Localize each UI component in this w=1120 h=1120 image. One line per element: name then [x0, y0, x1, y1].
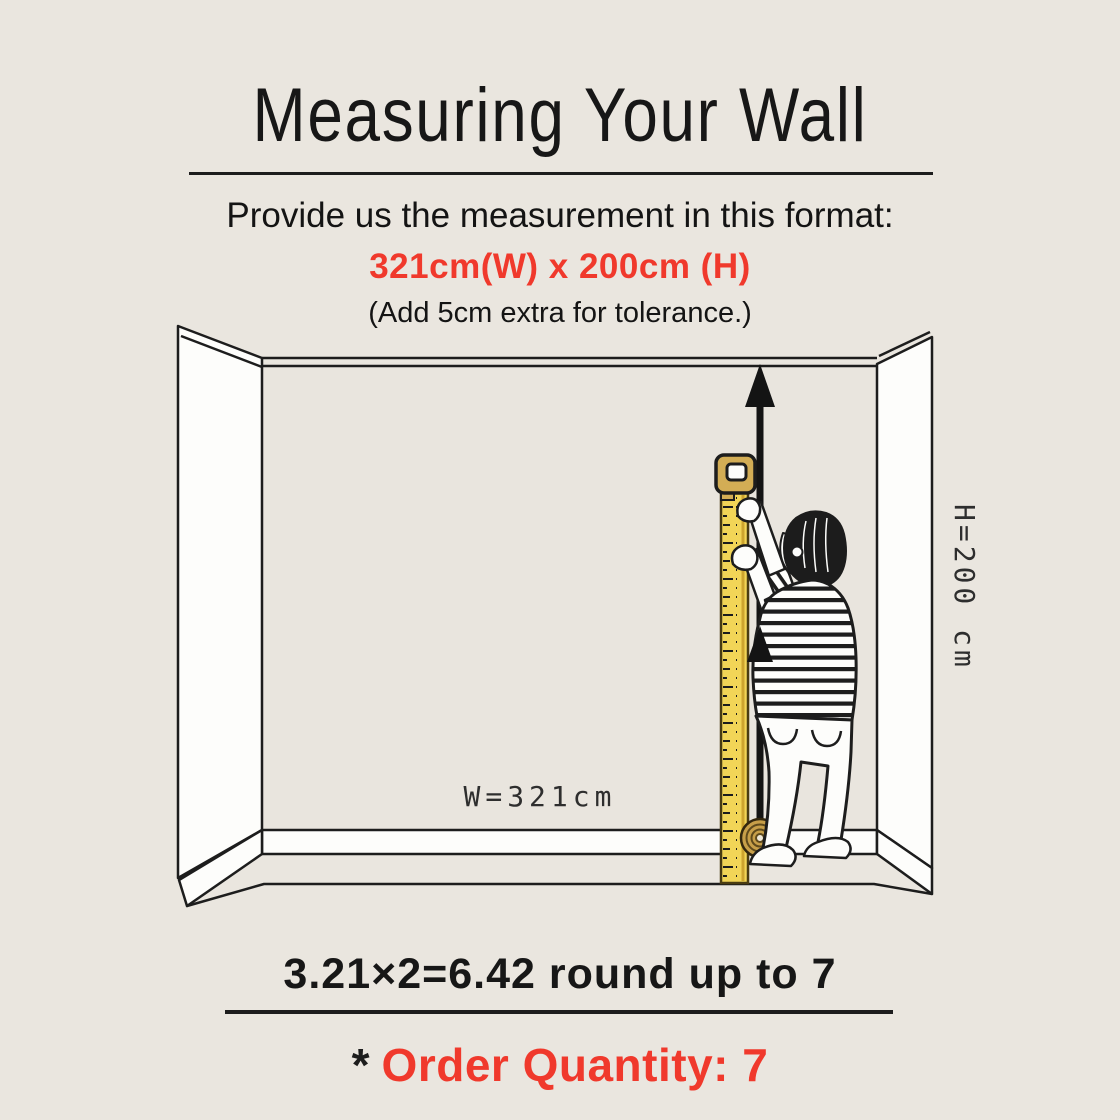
formula-underline [225, 1010, 893, 1014]
page-title: Measuring Your Wall [252, 73, 868, 158]
quantity-calculation: 3.21×2=6.42 round up to 7 [283, 950, 837, 998]
person-hand-grip [732, 545, 757, 569]
order-quantity-line [0, 1038, 1120, 1092]
right-side-wall [877, 337, 932, 868]
measurement-format-example: 321cm(W) x 200cm (H) [369, 247, 751, 286]
instruction-text: Provide us the measurement in this format: [226, 196, 894, 235]
order-quantity-value: Order Quantity: 7 [381, 1039, 769, 1091]
wall-width-label: W=321cm [463, 780, 617, 813]
wall-height-label: H=200 cm [948, 504, 981, 671]
title-divider-line [189, 172, 933, 175]
wall-measuring-illustration [150, 318, 1000, 920]
person-ear [792, 547, 803, 558]
floor-line [187, 884, 932, 906]
person-hand-top [737, 498, 760, 521]
tolerance-note: (Add 5cm extra for tolerance.) [368, 297, 752, 329]
tape-case-window [727, 464, 746, 480]
left-side-wall [178, 326, 262, 878]
asterisk-mark: * [351, 1039, 370, 1091]
